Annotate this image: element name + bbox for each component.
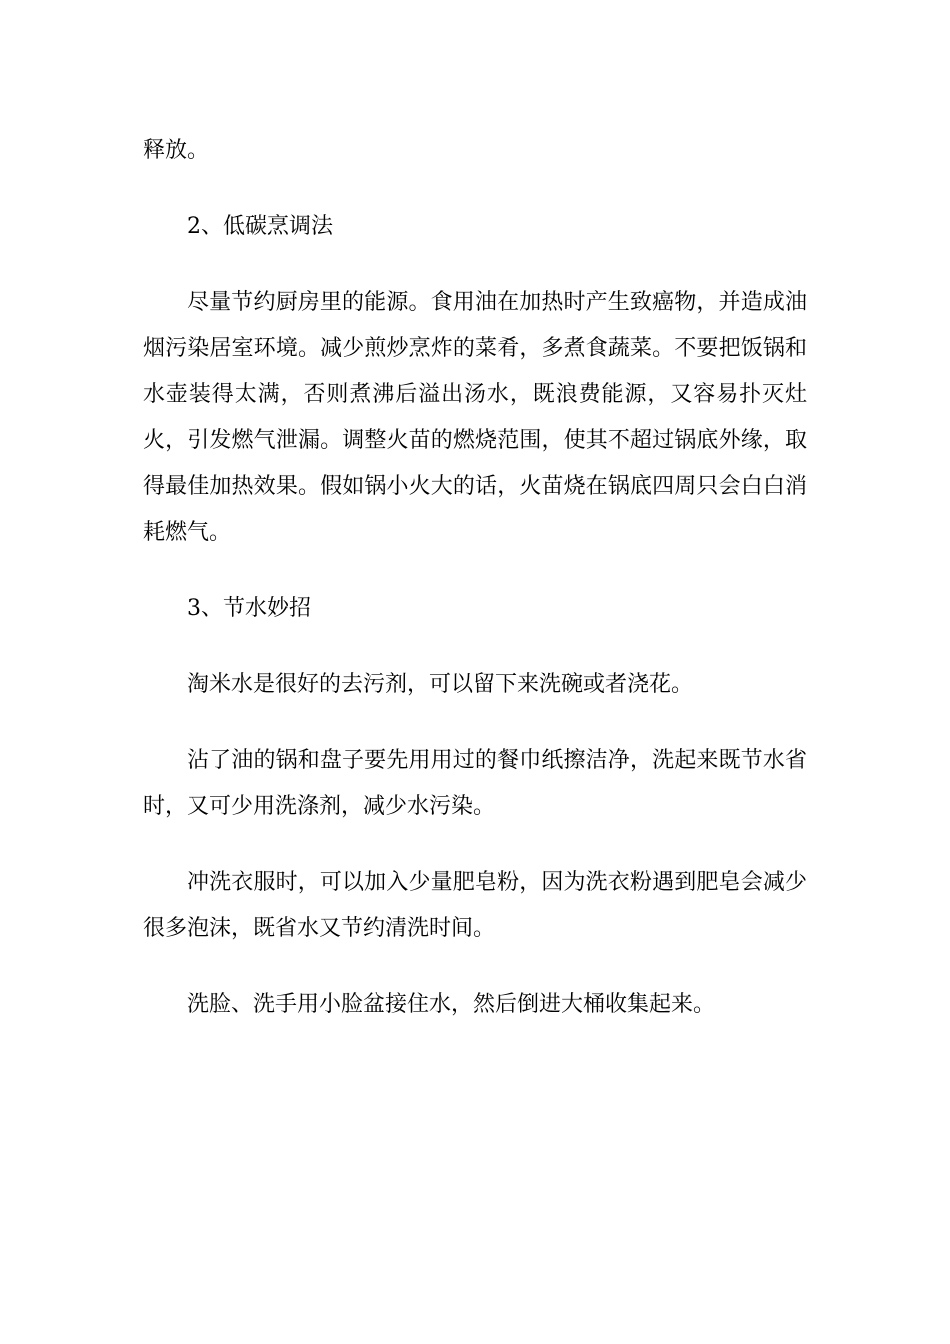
- paragraph-continuation: 释放。: [143, 138, 210, 163]
- paragraph-rice-water: 淘米水是很好的去污剂，可以留下来洗碗或者浇花。: [187, 672, 694, 697]
- paragraph-wash-basin: 洗脸、洗手用小脸盆接住水，然后倒进大桶收集起来。: [187, 992, 716, 1017]
- document-body: [143, 128, 807, 1058]
- paragraph-oily-dishes: 沾了油的锅和盘子要先用用过的餐巾纸擦洁净，洗起来既节水省时，又可少用洗涤剂，减少水污染。: [143, 748, 807, 819]
- paragraph-washing-clothes: 冲洗衣服时，可以加入少量肥皂粉，因为洗衣粉遇到肥皂会减少很多泡沫，既省水又节约清洗时间。: [143, 870, 807, 941]
- section-heading-water-saving: 3、节水妙招: [187, 596, 311, 621]
- paragraph-kitchen-energy: 尽量节约厨房里的能源。食用油在加热时产生致癌物，并造成油烟污染居室环境。减少煎炒烹炸的菜肴，多煮食蔬菜。不要把饭锅和水壶装得太满，否则煮沸后溢出汤水，既浪费能源，又容易扑灭灶火，引发燃气泄漏。调整火苗的燃烧范围，使其不超过锅底外缘，取得最佳加热效果。假如锅小火大的话，火苗烧在锅底四周只会白白消耗燃气。: [143, 290, 807, 545]
- section-heading-low-carbon-cooking: 2、低碳烹调法: [187, 214, 333, 239]
